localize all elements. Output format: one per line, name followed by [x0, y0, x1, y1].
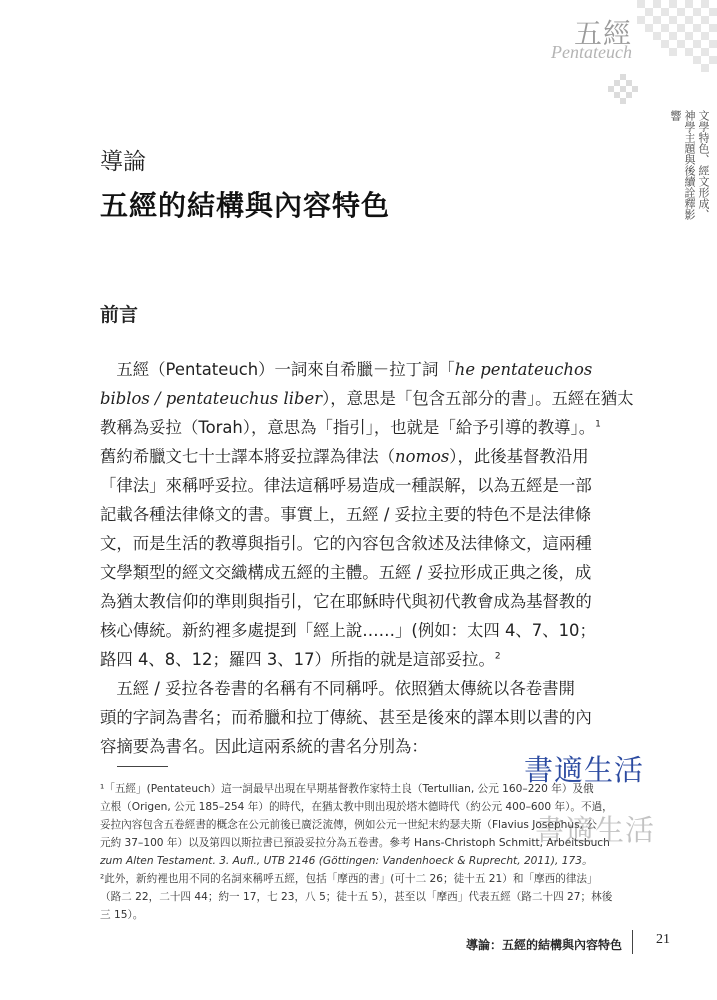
- watermark: 書適生活: [535, 813, 656, 847]
- footer-running-title: 導論：五經的結構與內容特色: [465, 938, 622, 952]
- body-line: 路四 4、8、12；羅四 3、17）所指的就是這部妥拉。$^2$: [100, 650, 501, 669]
- body-line: 核心傳統。新約裡多處提到「經上說……」(例如：太四 4、7、10；: [100, 621, 596, 640]
- chapter-label: 導論: [100, 149, 146, 175]
- running-book-title: 五經: [573, 17, 632, 50]
- series-vertical-subtitle: 文學特色、經文形成、神學主題與後續詮釋影響: [669, 110, 710, 220]
- body-line: 舊約希臘文七十士譯本將妥拉譯為律法（nomos），此後基督教沿用: [100, 447, 589, 466]
- body-line: 容摘要為書名。因此這兩系統的書名分別為：: [100, 737, 428, 756]
- body-line: 記載各種法律條文的書。事實上，五經 / 妥拉主要的特色不是法律條: [100, 505, 592, 524]
- footer-divider: [632, 930, 633, 954]
- ornament-icon: [608, 74, 638, 104]
- footnote-line: 妥拉內容包含五卷經書的概念在公元前後已廣泛流傳，例如公元一世紀末約瑟夫斯（Flavius Josephus, 公: [100, 819, 597, 831]
- footnote-line: 立根（Origen, 公元 185–254 年）的時代，在猶太教中則出現於塔木德時代（約公元 400–600 年）。不過，: [100, 801, 613, 813]
- body-line: biblos / pentateuchus liber），意思是「包含五部分的書」。五經在猶太: [100, 389, 634, 408]
- footnote-line: 元約 37–100 年）以及第四以斯拉書已預設妥拉分為五卷書。參考 Hans-Christoph Schmitt, Arbeitsbuch: [100, 837, 610, 849]
- body-line: 頭的字詞為書名；而希臘和拉丁傳統、甚至是後來的譯本則以書的內: [100, 708, 592, 727]
- body-line: 文學類型的經文交織構成五經的主體。五經 / 妥拉形成正典之後，成: [100, 563, 592, 582]
- decorative-pattern-icon: [637, 0, 717, 80]
- page-number: 21: [656, 932, 670, 947]
- body-line: 為猶太教信仰的準則與指引，它在耶穌時代與初代教會成為基督教的: [100, 592, 592, 611]
- footnote-line: ²此外，新約裡也用不同的名詞來稱呼五經，包括「摩西的書」(可十二 26；徒十五 21）和「摩西的律法」: [100, 873, 598, 885]
- body-line: 五經（Pentateuch）一詞來自希臘－拉丁詞「he pentateuchos: [100, 360, 593, 379]
- watermark: 書適生活: [524, 753, 645, 787]
- body-line: 五經 / 妥拉各卷書的名稱有不同稱呼。依照猶太傳統以各卷書開: [100, 679, 575, 698]
- section-heading: 前言: [100, 304, 139, 326]
- footnote-line: （路二 22，二十四 44；約一 17，七 23，八 5；徒十五 5），甚至以「摩西」代表五經（路二十四 27；林後: [100, 891, 613, 903]
- body-line: 文，而是生活的教導與指引。它的內容包含敘述及法律條文，這兩種: [100, 534, 592, 553]
- footnote-ref: 2: [494, 651, 501, 662]
- body-line: 「律法」來稱呼妥拉。律法這稱呼易造成一種誤解，以為五經是一部: [100, 476, 592, 495]
- footnote-line: 三 15）。: [100, 909, 144, 921]
- footnote-line: zum Alten Testament. 3. Aufl., UTB 2146 (Göttingen: Vandenhoeck & Ruprecht, 2011), 173。: [100, 855, 593, 867]
- footnote-divider: [117, 766, 168, 767]
- chapter-title: 五經的結構與內容特色: [100, 189, 391, 222]
- body-line: 教稱為妥拉（Torah），意思為「指引」，也就是「給予引導的教導」。$^1$: [100, 418, 601, 437]
- running-book-subtitle: Pentateuch: [551, 42, 632, 62]
- footnote-line: ¹「五經」(Pentateuch）這一詞最早出現在早期基督教作家特土良（Tertullian, 公元 160–220 年）及俄: [100, 783, 594, 795]
- footnote-ref: 1: [595, 419, 601, 430]
